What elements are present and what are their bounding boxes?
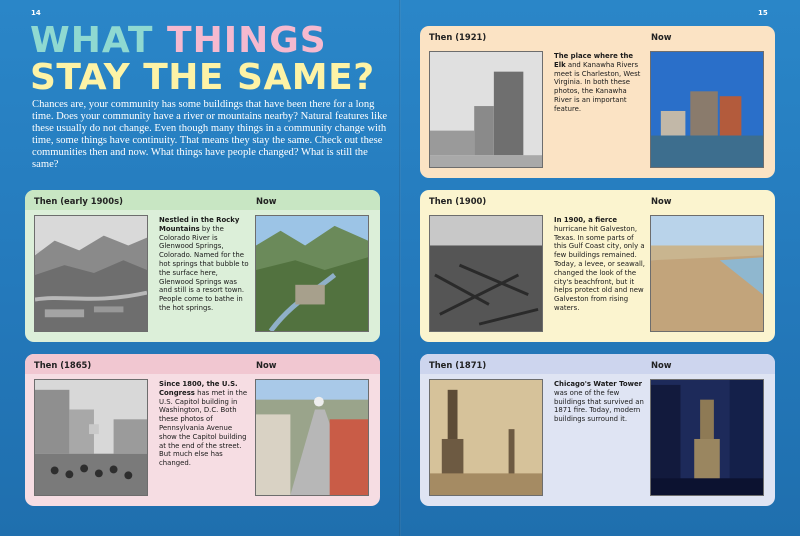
caption-text: hurricane hit Galveston, Texas. In some parts of this Gulf Coast city, only a few buildings remained. Today, a levee, or seawall, changed the look of the city's beachfront, but it helps protect old and new Galveston from rising waters. <box>554 224 645 312</box>
then-label: Then (1921) <box>429 32 487 42</box>
title-line-1 <box>30 22 327 60</box>
then-photo-chicago <box>429 379 543 496</box>
title-word-things: THINGS <box>167 20 327 61</box>
card-chicago <box>420 354 775 506</box>
card-header <box>420 190 775 210</box>
title-word-what: WHAT <box>30 20 154 61</box>
caption-text: and Kanawha Rivers meet is Charleston, West Virginia. In both these photos, the Kanawha River is an important feature. <box>554 60 641 113</box>
now-photo-washington <box>255 379 369 496</box>
card-header <box>25 190 380 210</box>
caption-galveston <box>554 216 645 313</box>
caption-washington <box>159 380 250 468</box>
then-label: Then (1865) <box>34 360 92 370</box>
card-galveston <box>420 190 775 342</box>
title-line-2: STAY THE SAME? <box>30 57 375 98</box>
now-photo-glenwood <box>255 215 369 332</box>
caption-bold: Since 1800, the U.S. Congress <box>159 380 238 397</box>
then-photo-glenwood <box>34 215 148 332</box>
caption-text: has met in the U.S. Capitol building in Washington, D.C. Both these photos of Pennsylvania Avenue show the Capitol building at the end of the street. But much else has changed. <box>159 388 248 468</box>
card-header <box>420 354 775 374</box>
now-label: Now <box>256 360 277 370</box>
now-label: Now <box>256 196 277 206</box>
then-label: Then (early 1900s) <box>34 196 123 206</box>
page-number-right: 15 <box>758 9 768 17</box>
now-photo-galveston <box>650 215 764 332</box>
card-header <box>25 354 380 374</box>
card-glenwood <box>25 190 380 342</box>
caption-bold: Chicago's Water Tower <box>554 380 643 388</box>
caption-bold: Nestled in the Rocky Mountains <box>159 216 240 233</box>
card-header <box>420 26 775 46</box>
now-label: Now <box>651 196 672 206</box>
then-photo-charleston <box>429 51 543 168</box>
caption-glenwood <box>159 216 250 313</box>
then-photo-galveston <box>429 215 543 332</box>
caption-text: was one of the few buildings that survived an 1871 fire. Today, modern buildings surround it. <box>554 388 644 424</box>
caption-bold: The place where the Elk <box>554 52 634 69</box>
now-label: Now <box>651 360 672 370</box>
card-washington <box>25 354 380 506</box>
caption-bold: In 1900, a fierce <box>554 216 618 224</box>
page-number-left: 14 <box>31 9 41 17</box>
now-photo-chicago <box>650 379 764 496</box>
caption-text: by the Colorado River is Glenwood Springs, Colorado. Named for the hot springs that bubble to the surface here, Glenwood Springs was and still is a resort town. People come to bathe in the hot springs. <box>159 224 249 312</box>
caption-chicago <box>554 380 645 424</box>
card-charleston <box>420 26 775 178</box>
page-gutter <box>399 0 401 536</box>
then-label: Then (1871) <box>429 360 487 370</box>
now-photo-charleston <box>650 51 764 168</box>
then-photo-washington <box>34 379 148 496</box>
intro-paragraph: Chances are, your community has some buildings that have been there for a long time. Does your community have a river or mountains nearby? Natural features like these usually do not change. Even though many things in a community change with time, some things have continuity. That means they stay the same. Check out these communities then and now. What things have people changed? What is still the same? <box>32 99 388 170</box>
now-label: Now <box>651 32 672 42</box>
caption-charleston <box>554 52 645 114</box>
then-label: Then (1900) <box>429 196 487 206</box>
